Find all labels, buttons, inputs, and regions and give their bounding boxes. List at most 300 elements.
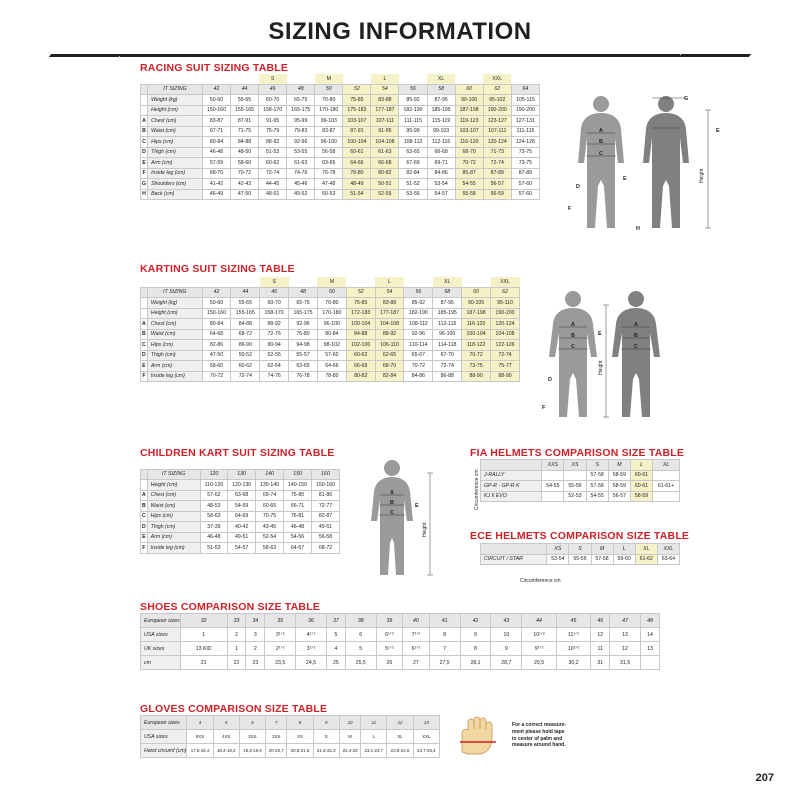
shoes-cell: 44 <box>522 614 557 628</box>
svg-text:H: H <box>636 226 640 232</box>
fia-cell: 58-59 <box>608 470 630 481</box>
cell: 187-198 <box>455 105 483 116</box>
section-title-fia-helmets: FIA HELMETS COMPARISON SIZE TABLE <box>470 447 685 459</box>
row-label: Hips (cm) <box>148 137 203 148</box>
row-letter: A <box>141 490 148 501</box>
group-label <box>399 74 427 84</box>
shoes-cell: 30,2 <box>556 656 591 670</box>
cell: 182-190 <box>399 105 427 116</box>
fia-model: KJ II EVO <box>481 491 542 502</box>
shoes-cell: 25,5 <box>345 656 376 670</box>
gloves-table <box>140 715 440 758</box>
cell: 62-64 <box>260 361 289 372</box>
cell: 58-63 <box>256 543 284 554</box>
shoes-row <box>141 642 660 656</box>
cell: 84-88 <box>231 137 259 148</box>
cell: 82-86 <box>202 340 231 351</box>
cell: 58-60 <box>202 361 231 372</box>
svg-text:C: C <box>390 510 394 516</box>
page-header <box>0 8 800 52</box>
fia-cell: 56-57 <box>608 491 630 502</box>
shoes-row-label: USA sizes <box>141 628 181 642</box>
row-letter: C <box>141 137 148 148</box>
cell: 83-87 <box>315 126 343 137</box>
cell: 56-58 <box>315 147 343 158</box>
shoes-cell: 1 <box>227 642 246 656</box>
shoes-cell: 28,7 <box>491 656 522 670</box>
row-label: Shoulders (cm) <box>148 179 203 190</box>
cell: 80-82 <box>346 371 375 382</box>
gloves-cell: 9 <box>313 716 339 730</box>
cell: 50-53 <box>315 189 343 200</box>
svg-text:E: E <box>415 503 419 509</box>
shoes-cell: 3 <box>246 628 265 642</box>
svg-text:F: F <box>568 206 572 212</box>
cell: 70-75 <box>256 511 284 522</box>
row-letter: D <box>141 350 148 361</box>
group-spacer <box>141 74 148 84</box>
row-label: Inside leg (cm) <box>148 168 203 179</box>
fia-row <box>481 481 680 492</box>
row-label: Chest (cm) <box>147 490 200 501</box>
cell: 60-70 <box>259 95 287 106</box>
row-letter: F <box>141 371 148 382</box>
cell: 185-195 <box>433 308 462 319</box>
cell: 83-88 <box>375 298 404 309</box>
ece-row <box>481 554 680 565</box>
cell: 60-62 <box>259 158 287 169</box>
cell: 74-76 <box>287 168 315 179</box>
gloves-row <box>141 730 440 744</box>
shoes-row-label: UK sizes <box>141 642 181 656</box>
svg-text:Height: Height <box>422 522 428 537</box>
it-sizing-label: IT SIZING <box>147 287 202 298</box>
svg-text:D: D <box>576 184 580 190</box>
gloves-cell: S <box>313 730 339 744</box>
karting-figure-diagram <box>528 285 678 425</box>
size-header: 62 <box>483 84 511 95</box>
cell: 66-68 <box>427 147 455 158</box>
row-letter: F <box>141 543 148 554</box>
section-title-gloves: GLOVES COMPARISON SIZE TABLE <box>140 703 328 715</box>
group-label: M <box>317 277 346 287</box>
size-header: 54 <box>375 287 404 298</box>
cell: 120-124 <box>483 137 511 148</box>
note-line-3: in center of palm and <box>512 735 563 742</box>
fia-model-corner <box>481 460 542 471</box>
cell: 85-92 <box>404 298 433 309</box>
svg-text:C: C <box>634 344 638 350</box>
shoes-cell: 21 <box>180 656 227 670</box>
cell: 78-80 <box>317 371 346 382</box>
section-title-ece-helmets: ECE HELMETS COMPARISON SIZE TABLE <box>470 530 690 542</box>
gloves-row <box>141 716 440 730</box>
cell: 123-127 <box>483 116 511 127</box>
cell: 165-175 <box>287 105 315 116</box>
row-label: Hips (cm) <box>147 340 202 351</box>
fia-cell <box>564 470 586 481</box>
group-label: L <box>375 277 404 287</box>
cell: 48-50 <box>231 147 259 158</box>
cell: 54-57 <box>427 189 455 200</box>
shoes-cell: 2¹ᐟ² <box>265 642 296 656</box>
row-label: Thigh (cm) <box>148 147 203 158</box>
cell: 73-75 <box>511 147 539 158</box>
cell: 50-60 <box>202 95 230 106</box>
shoes-cell: 26 <box>376 656 403 670</box>
cell: 114-118 <box>433 340 462 351</box>
group-label <box>231 74 259 84</box>
cell: 56-59 <box>483 189 511 200</box>
row-letter: A <box>141 116 148 127</box>
shoes-cell: 10¹ᐟ² <box>556 642 591 656</box>
shoes-cell: 45 <box>556 614 591 628</box>
cell: 65-75 <box>289 298 318 309</box>
cell: 63-68 <box>228 490 256 501</box>
gloves-cell: 6 <box>239 716 265 730</box>
fia-row <box>481 491 680 502</box>
cell: 70-72 <box>455 158 483 169</box>
group-label <box>511 74 539 84</box>
cell: 67-69 <box>399 158 427 169</box>
svg-text:A: A <box>634 322 638 328</box>
cell: 75-85 <box>343 95 371 106</box>
group-label: XXL <box>491 277 520 287</box>
size-header: 50 <box>317 287 346 298</box>
fia-size-header: S <box>586 460 608 471</box>
cell: 68-70 <box>202 168 230 179</box>
shoes-cell: 22 <box>227 656 246 670</box>
cell: 140-150 <box>284 480 312 491</box>
row-letter <box>141 298 148 309</box>
cell: 110-114 <box>404 340 433 351</box>
group-label <box>202 277 231 287</box>
row-label: Inside leg (cm) <box>147 543 200 554</box>
row-letter: B <box>141 126 148 137</box>
cell: 47-50 <box>231 189 259 200</box>
fia-model: GP-R · GP-R K <box>481 481 542 492</box>
row-letter: H <box>141 189 148 200</box>
cell: 87-91 <box>231 116 259 127</box>
cell: 83-87 <box>202 116 230 127</box>
cell: 60-65 <box>256 501 284 512</box>
cell: 61-63 <box>371 147 399 158</box>
row-label: Weight (kg) <box>147 298 202 309</box>
cell: 91-95 <box>371 126 399 137</box>
cell: 88-90 <box>462 371 491 382</box>
page-number: 207 <box>755 772 774 784</box>
cell: 112-116 <box>433 319 462 330</box>
fia-row <box>481 470 680 481</box>
hand-measure-icon <box>452 712 508 758</box>
table-row <box>141 189 540 200</box>
size-header: 44 <box>231 84 259 95</box>
cell: 108-112 <box>399 137 427 148</box>
shoes-cell: 38 <box>345 614 376 628</box>
size-header: 42 <box>202 287 231 298</box>
cell: 68-72 <box>312 543 340 554</box>
gloves-cell: 5 <box>213 716 239 730</box>
cell: 72-74 <box>433 361 462 372</box>
gloves-cell: M <box>339 730 360 744</box>
cell: 67-71 <box>202 126 230 137</box>
ece-cell: 59-60 <box>613 554 635 565</box>
shoes-cell: 13 KID <box>180 642 227 656</box>
cell: 70-72 <box>202 371 231 382</box>
cell: 41-42 <box>202 179 230 190</box>
size-header: 64 <box>511 84 539 95</box>
gloves-cell: 23,8-24,6 <box>387 744 413 758</box>
cell: 73-75 <box>511 158 539 169</box>
cell: 99-103 <box>427 126 455 137</box>
cell: 57-60 <box>511 179 539 190</box>
cell: 86-90 <box>231 340 260 351</box>
shoes-cell: 24,5 <box>296 656 327 670</box>
cell: 50-60 <box>202 298 231 309</box>
cell: 64-66 <box>317 361 346 372</box>
gloves-cell: 18,4-19,2 <box>213 744 239 758</box>
shoes-cell: 12 <box>591 628 610 642</box>
row-label: Height (cm) <box>147 480 200 491</box>
gloves-measure-note <box>512 722 608 749</box>
fia-size-header: XXS <box>542 460 564 471</box>
cell: 150-160 <box>202 308 231 319</box>
cell: 84-88 <box>231 319 260 330</box>
cell: 75-85 <box>346 298 375 309</box>
gloves-cell: XL <box>387 730 413 744</box>
group-label <box>228 459 256 469</box>
cell: 52-55 <box>260 350 289 361</box>
fia-size-header: L <box>630 460 652 471</box>
row-letter: D <box>141 522 148 533</box>
size-header: 54 <box>371 84 399 95</box>
table-row <box>141 137 540 148</box>
cell: 119-123 <box>455 116 483 127</box>
cell: 64-66 <box>343 158 371 169</box>
cell: 55-58 <box>455 189 483 200</box>
cell: 88-92 <box>259 137 287 148</box>
group-spacer <box>148 74 203 84</box>
cell: 96-100 <box>317 319 346 330</box>
shoes-cell: 9 <box>460 628 491 642</box>
cell: 76-81 <box>284 511 312 522</box>
svg-text:E: E <box>598 331 602 337</box>
cell: 48-53 <box>200 501 227 512</box>
cell: 42-43 <box>231 179 259 190</box>
ece-cell: 63-64 <box>657 554 679 565</box>
fia-size-header: M <box>608 460 630 471</box>
shoes-cell <box>641 656 660 670</box>
svg-text:G: G <box>684 96 689 102</box>
cell: 46-49 <box>202 189 230 200</box>
row-label: Chest (cm) <box>148 116 203 127</box>
shoes-cell: 3¹ᐟ² <box>265 628 296 642</box>
cell: 54-57 <box>228 543 256 554</box>
size-header: 150 <box>284 469 312 480</box>
cell: 66-68 <box>346 361 375 372</box>
group-label <box>346 277 375 287</box>
group-label: S <box>260 277 289 287</box>
cell: 110-120 <box>200 480 227 491</box>
fia-size-header: XS <box>564 460 586 471</box>
shoes-cell: 8 <box>429 628 460 642</box>
table-row <box>141 350 520 361</box>
shoes-cell: 4¹ᐟ² <box>296 628 327 642</box>
cell: 48-51 <box>259 189 287 200</box>
row-letter <box>141 105 148 116</box>
cell: 158-170 <box>260 308 289 319</box>
section-title-shoes: SHOES COMPARISON SIZE TABLE <box>140 601 321 613</box>
it-sizing-row <box>141 287 520 298</box>
it-sizing-letter <box>141 84 148 95</box>
table-row <box>141 340 520 351</box>
shoes-cell: 33 <box>227 614 246 628</box>
shoes-cell: 6¹ᐟ² <box>376 628 403 642</box>
cell: 187-198 <box>462 308 491 319</box>
shoes-cell: 13 <box>641 642 660 656</box>
group-header-row <box>141 74 540 84</box>
gloves-cell: 12 <box>387 716 413 730</box>
cell: 106-110 <box>375 340 404 351</box>
cell: 51-53 <box>259 147 287 158</box>
table-row <box>141 168 540 179</box>
cell: 58-63 <box>200 511 227 522</box>
ece-size-header: XXL <box>657 544 679 555</box>
cell: 103-107 <box>343 116 371 127</box>
cell: 100-104 <box>343 137 371 148</box>
size-header: 52 <box>346 287 375 298</box>
gloves-cell: 20,8-21,5 <box>287 744 313 758</box>
cell: 54-56 <box>284 532 312 543</box>
cell: 75-79 <box>259 126 287 137</box>
shoes-cell: 29,5 <box>522 656 557 670</box>
table-row <box>141 480 340 491</box>
fia-table <box>480 459 680 502</box>
cell: 72-74 <box>231 371 260 382</box>
shoes-cell: 34 <box>246 614 265 628</box>
cell: 155-165 <box>231 308 260 319</box>
cell: 190-200 <box>491 308 520 319</box>
cell: 64-69 <box>228 511 256 522</box>
size-header: 160 <box>312 469 340 480</box>
table-row <box>141 371 520 382</box>
cell: 76-78 <box>315 168 343 179</box>
shoes-cell: 41 <box>429 614 460 628</box>
cell: 85-92 <box>399 95 427 106</box>
cell: 90-105 <box>462 298 491 309</box>
cell: 175-183 <box>343 105 371 116</box>
size-header: 56 <box>399 84 427 95</box>
cell: 111-115 <box>511 126 539 137</box>
children-figure-diagram <box>352 455 462 583</box>
group-spacer <box>147 459 200 469</box>
cell: 58-60 <box>231 158 259 169</box>
svg-text:E: E <box>623 176 627 182</box>
cell: 85-87 <box>455 168 483 179</box>
cell: 115-119 <box>427 116 455 127</box>
cell: 54-59 <box>228 501 256 512</box>
cell: 57-60 <box>317 350 346 361</box>
cell: 91-95 <box>259 116 287 127</box>
shoes-row <box>141 614 660 628</box>
cell: 72-77 <box>312 501 340 512</box>
cell: 60-62 <box>231 361 260 372</box>
table-row <box>141 319 520 330</box>
cell: 56-57 <box>483 179 511 190</box>
cell: 69-71 <box>427 158 455 169</box>
fia-cell <box>542 470 564 481</box>
cell: 72-74 <box>483 158 511 169</box>
shoes-cell: 31 <box>591 656 610 670</box>
shoes-cell: 27,5 <box>429 656 460 670</box>
cell: 84-86 <box>404 371 433 382</box>
size-header: 46 <box>260 287 289 298</box>
fia-cell: 61-61+ <box>653 481 680 492</box>
gloves-cell: L <box>361 730 387 744</box>
cell: 120-124 <box>491 319 520 330</box>
fia-model: J-RALLY <box>481 470 542 481</box>
cell: 63-65 <box>315 158 343 169</box>
shoes-cell: 25 <box>326 656 345 670</box>
group-label <box>462 277 491 287</box>
ece-circumference-caption: Circumference cm <box>520 578 561 584</box>
cell: 55-65 <box>231 95 259 106</box>
shoes-cell: 6¹ᐟ² <box>403 642 430 656</box>
shoes-cell: 9 <box>491 642 522 656</box>
it-sizing-letter <box>141 287 148 298</box>
size-header: 52 <box>343 84 371 95</box>
cell: 150-160 <box>202 105 230 116</box>
section-title-karting: KARTING SUIT SIZING TABLE <box>140 263 295 275</box>
cell: 90-94 <box>260 340 289 351</box>
shoes-cell: 12 <box>610 642 641 656</box>
cell: 37-39 <box>200 522 227 533</box>
row-label: Height (cm) <box>148 105 203 116</box>
cell: 46-48 <box>202 147 230 158</box>
shoes-cell: 32 <box>180 614 227 628</box>
gloves-cell: 3XS <box>239 730 265 744</box>
cell: 74-76 <box>260 371 289 382</box>
shoes-cell: 47 <box>610 614 641 628</box>
row-label: Inside leg (cm) <box>147 371 202 382</box>
gloves-row <box>141 744 440 758</box>
cell: 61-63 <box>287 158 315 169</box>
cell: 96-100 <box>433 329 462 340</box>
group-header-row <box>141 277 520 287</box>
cell: 78-80 <box>343 168 371 179</box>
cell: 47-50 <box>202 350 231 361</box>
cell: 66-68 <box>371 158 399 169</box>
cell: 62-65 <box>375 350 404 361</box>
group-label <box>256 459 284 469</box>
row-letter: E <box>141 361 148 372</box>
shoes-cell: 37 <box>326 614 345 628</box>
shoes-cell: 36 <box>296 614 327 628</box>
size-header: 58 <box>433 287 462 298</box>
cell: 170-180 <box>317 308 346 319</box>
cell: 182-190 <box>404 308 433 319</box>
shoes-row-label: European sizes <box>141 614 181 628</box>
cell: 51-53 <box>200 543 227 554</box>
table-row <box>141 147 540 158</box>
cell: 111-115 <box>399 116 427 127</box>
it-sizing-row <box>141 469 340 480</box>
cell: 82-87 <box>312 511 340 522</box>
fia-cell: 60-61 <box>630 470 652 481</box>
group-label: S <box>259 74 287 84</box>
table-row <box>141 298 520 309</box>
gloves-cell: 24,7-25,4 <box>413 744 439 758</box>
